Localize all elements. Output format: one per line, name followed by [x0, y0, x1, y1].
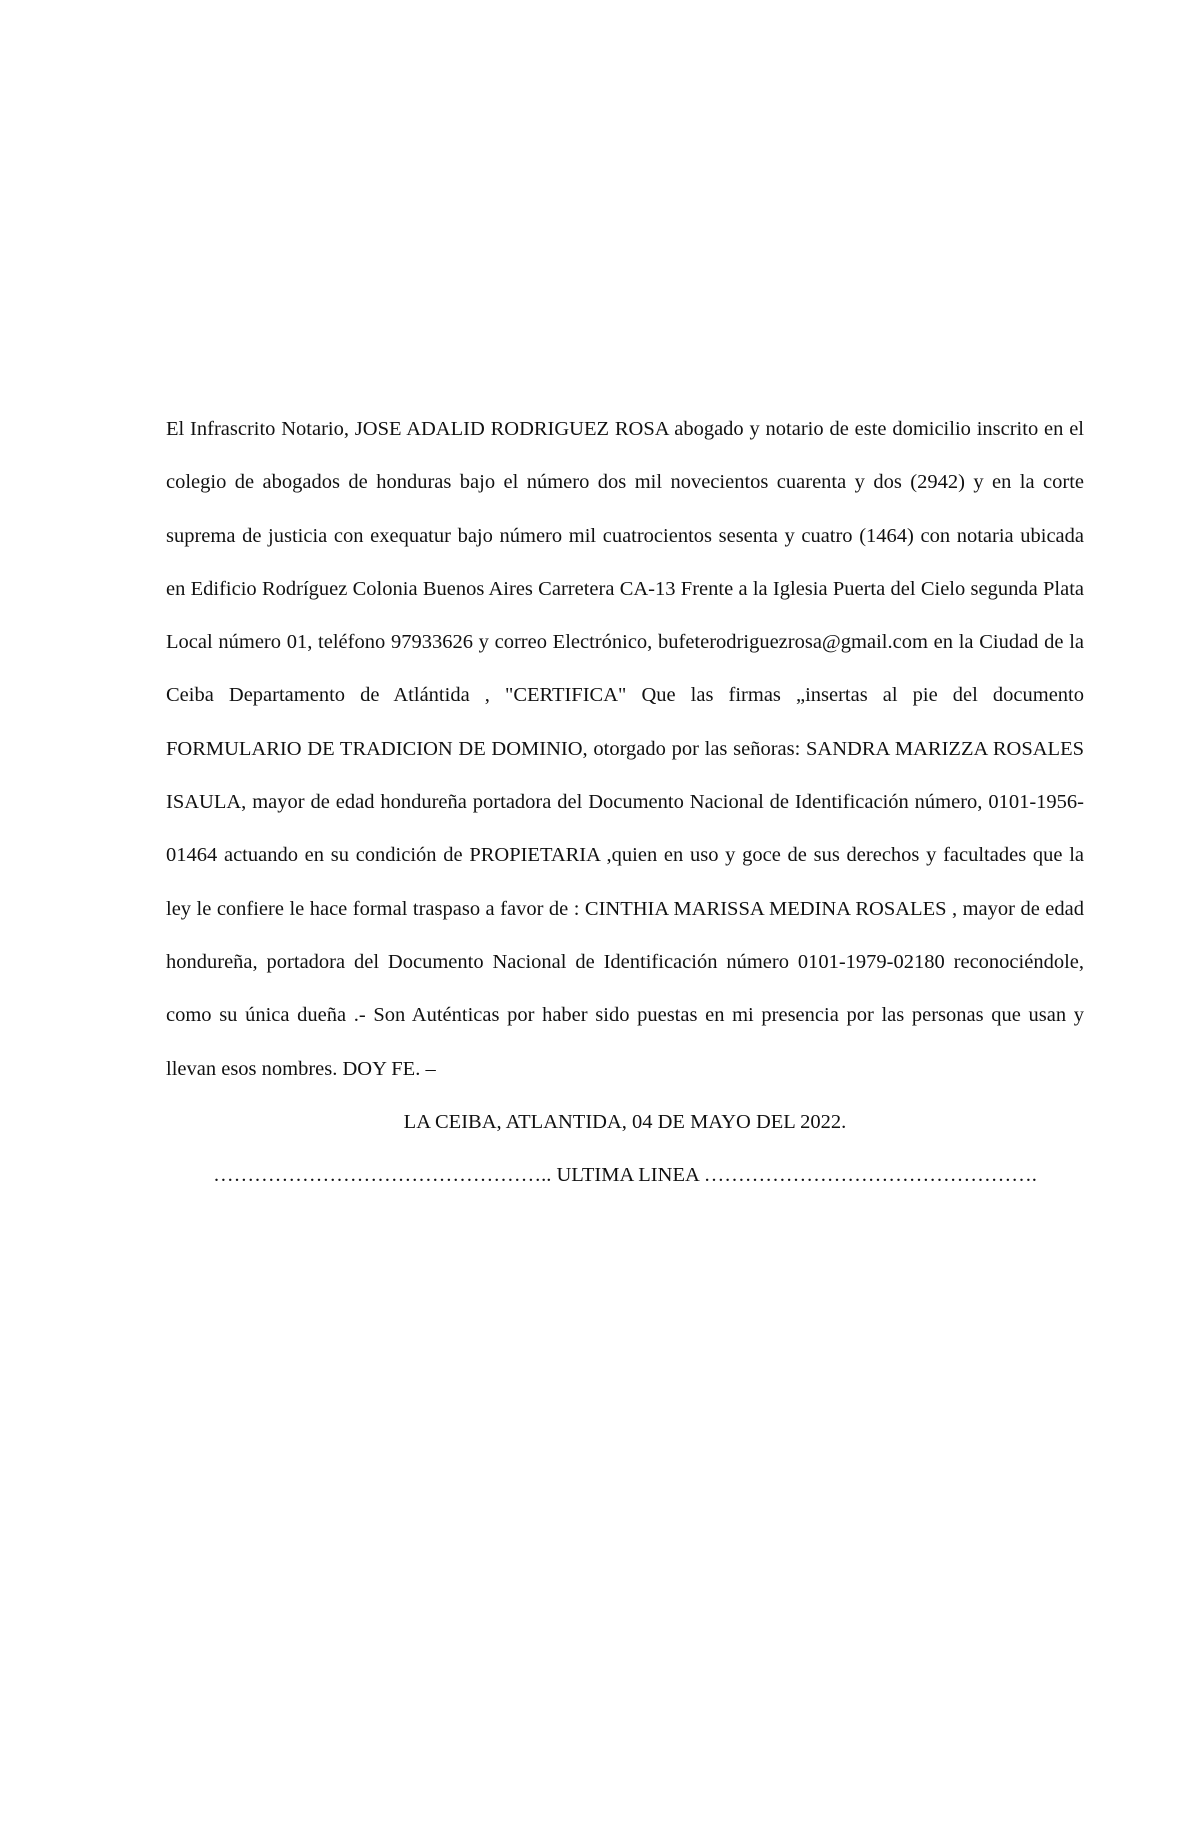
certificate-body: El Infrascrito Notario, JOSE ADALID RODRIGUEZ ROSA abogado y notario de este domicilio inscrito en el colegio de abogados de honduras bajo el número dos mil novecientos cuarenta y dos (2942) y en la corte suprema de justicia con exequatur bajo número mil cuatrocientos sesenta y cuatro (1464) con notaria ubicada en Edificio Rodríguez Colonia Buenos Aires Carretera CA-13 Frente a la Iglesia Puerta del Cielo segunda Plata Local número 01, teléfono 97933626 y correo Electrónico, bufeterodriguezrosa@gmail.com en la Ciudad de la Ceiba Departamento de Atlántida , "CERTIFICA" Que las firmas „insertas al pie del documento FORMULARIO DE TRADICION DE DOMINIO, otorgado por las señoras: SANDRA MARIZZA ROSALES ISAULA, mayor de edad hondureña portadora del Documento Nacional de Identificación número, 0101-1956-01464 actuando en su condición de PROPIETARIA ,quien en uso y goce de sus derechos y facultades que la ley le confiere le hace formal traspaso a favor de : CINTHIA MARISSA MEDINA ROSALES , mayor de edad hondureña, portadora del Documento Nacional de Identificación número 0101-1979-02180 reconociéndole, como su única dueña .- Son Auténticas por haber sido puestas en mi presencia por las personas que usan y llevan esos nombres. DOY FE. –: [166, 418, 1084, 1080]
place-date-line: LA CEIBA, ATLANTIDA, 04 DE MAYO DEL 2022.: [403, 1110, 847, 1133]
last-line-marker: ………………………………………….. ULTIMA LINEA ………………………………………….: [213, 1163, 1037, 1186]
notary-certificate: [166, 403, 1084, 1202]
